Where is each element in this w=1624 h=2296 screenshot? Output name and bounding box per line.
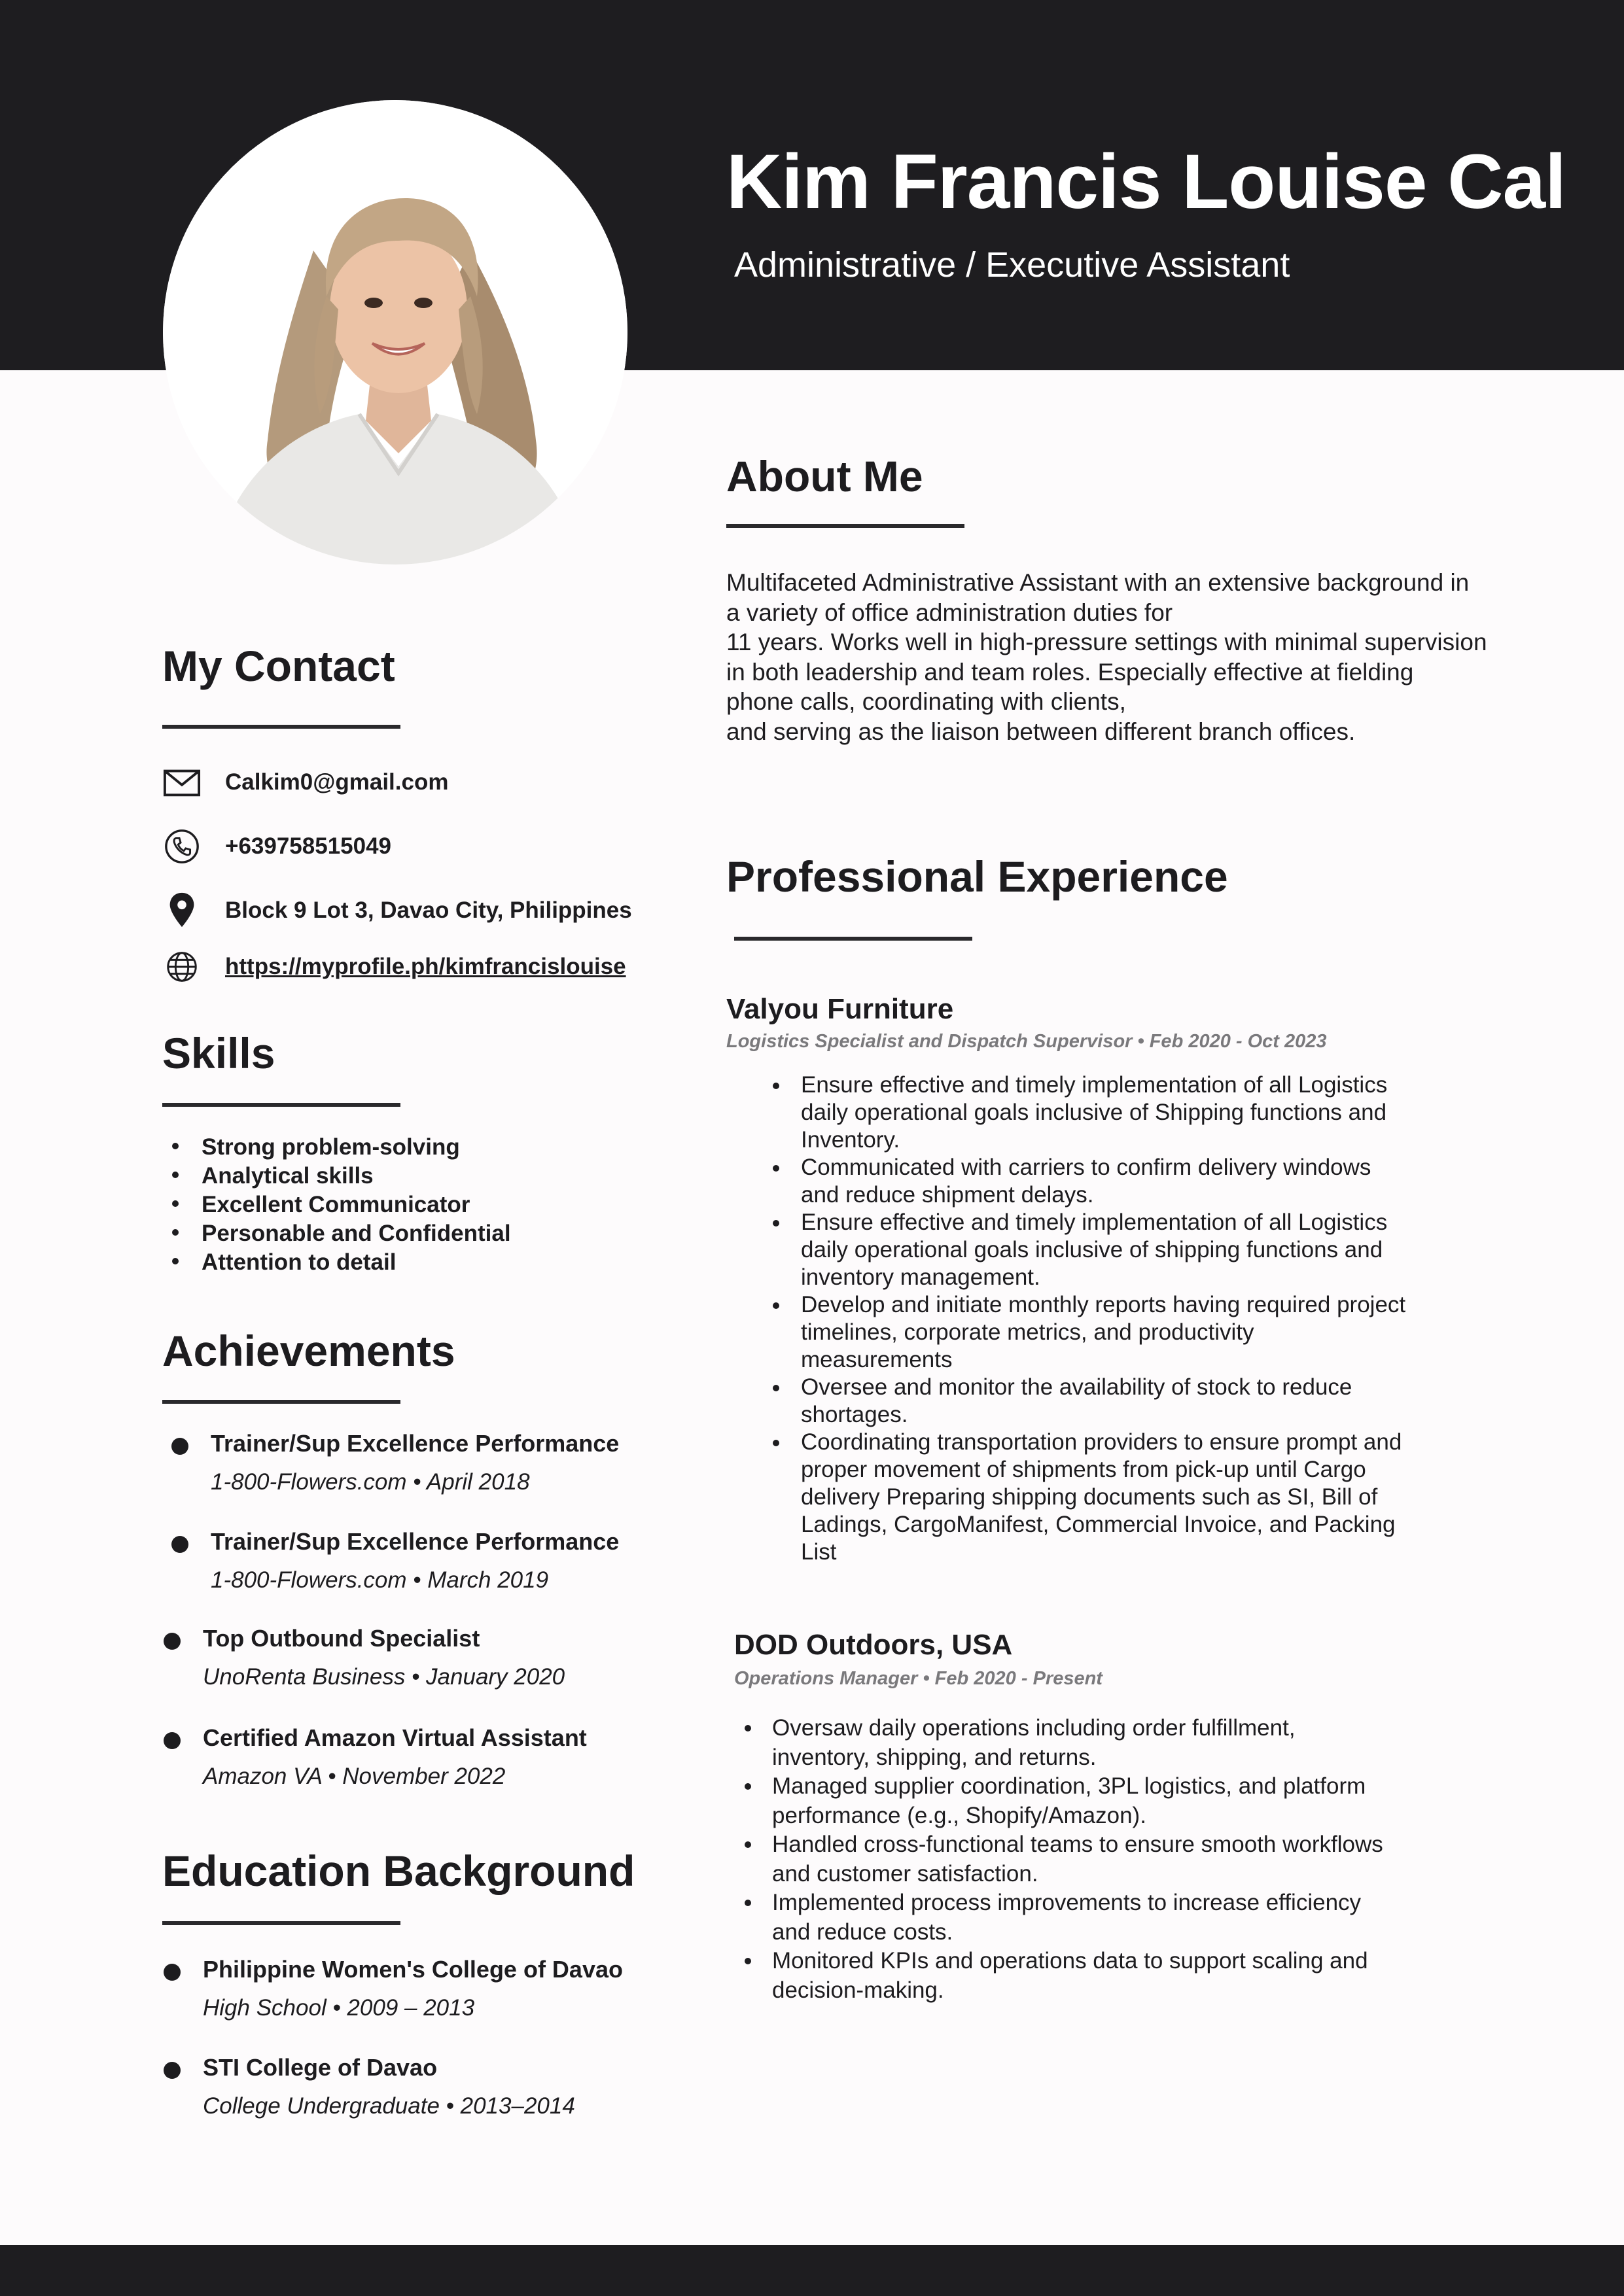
candidate-name: Kim Francis Louise Cal [726,139,1566,225]
achievement-title: Trainer/Sup Excellence Performance [211,1430,620,1457]
school-detail: College Undergraduate • 2013–2014 [203,2093,575,2119]
contact-website-row [162,947,626,986]
school-name: STI College of Davao [203,2054,438,2081]
contact-email[interactable]: Calkim0@gmail.com [225,769,449,795]
list-item: Implemented process improvements to increase efficiency and reduce costs. [734,1888,1383,1947]
achievement-detail: 1-800-Flowers.com • April 2018 [211,1469,530,1495]
list-item: Managed supplier coordination, 3PL logistics, and platform performance (e.g., Shopify/Amazon). [734,1772,1383,1830]
list-item: Develop and initiate monthly reports having required project timelines, corporate metrics, and productivity measurements [726,1291,1405,1374]
achievement-title: Certified Amazon Virtual Assistant [203,1724,587,1751]
experience-divider [734,937,972,941]
bullet-dot [164,1964,181,1981]
about-line: phone calls, coordinating with clients, [726,688,1126,715]
contact-address-row [162,891,632,930]
envelope-icon [162,763,202,802]
school-detail: High School • 2009 – 2013 [203,1995,475,2021]
about-line: in both leadership and team roles. Especially effective at fielding [726,658,1414,686]
list-item: Oversee and monitor the availability of stock to reduce shortages. [726,1374,1405,1429]
education-divider [162,1921,400,1925]
bullet-dot [164,1732,181,1749]
list-item: Communicated with carriers to confirm delivery windows and reduce shipment delays. [726,1154,1405,1209]
list-item: Personable and Confidential [169,1219,511,1248]
job-company: Valyou Furniture [726,993,954,1025]
about-line: and serving as the liaison between different branch offices. [726,718,1356,745]
job-company: DOD Outdoors, USA [734,1629,1013,1661]
about-heading: About Me [726,452,923,500]
footer-band [0,2245,1624,2296]
list-item: Strong problem-solving [169,1133,511,1162]
contact-divider [162,725,400,729]
skills-list [169,1133,511,1277]
bullet-dot [164,2062,181,2079]
list-item: Handled cross-functional teams to ensure smooth workflows and customer satisfaction. [734,1830,1383,1888]
achievements-heading: Achievements [162,1327,455,1375]
school-name: Philippine Women's College of Davao [203,1956,623,1983]
education-heading: Education Background [162,1847,635,1895]
bullet-dot [164,1633,181,1650]
bullet-dot [171,1536,188,1553]
skills-heading: Skills [162,1029,275,1077]
achievements-divider [162,1400,400,1404]
about-text [726,568,1577,746]
list-item: Excellent Communicator [169,1191,511,1219]
job-bullets [726,1071,1405,1566]
achievement-title: Top Outbound Specialist [203,1625,480,1652]
list-item: Ensure effective and timely implementation of all Logistics daily operational goals inclusive of Shipping functions and Inventory. [726,1071,1405,1154]
list-item: Analytical skills [169,1162,511,1191]
achievement-detail: 1-800-Flowers.com • March 2019 [211,1567,549,1593]
phone-icon [162,827,202,866]
achievement-title: Trainer/Sup Excellence Performance [211,1528,620,1555]
contact-address: Block 9 Lot 3, Davao City, Philippines [225,897,632,923]
achievement-detail: Amazon VA • November 2022 [203,1764,506,1789]
about-line: 11 years. Works well in high-pressure settings with minimal supervision [726,629,1487,655]
skills-divider [162,1103,400,1107]
list-item: Monitored KPIs and operations data to support scaling and decision-making. [734,1947,1383,2005]
list-item: Oversaw daily operations including order fulfillment, inventory, shipping, and returns. [734,1714,1383,1772]
list-item: Ensure effective and timely implementation of all Logistics daily operational goals inclusive of shipping functions and inventory management. [726,1209,1405,1291]
globe-icon [162,947,202,986]
contact-heading: My Contact [162,642,395,690]
about-line: a variety of office administration duties for [726,599,1173,626]
profile-photo [163,100,627,565]
contact-phone[interactable]: +639758515049 [225,833,392,859]
list-item: Attention to detail [169,1248,511,1277]
contact-website-link[interactable]: https://myprofile.ph/kimfrancislouise [225,954,626,979]
job-meta: Operations Manager • Feb 2020 - Present [734,1668,1103,1689]
job-meta: Logistics Specialist and Dispatch Supervisor • Feb 2020 - Oct 2023 [726,1031,1327,1052]
contact-email-row [162,763,448,802]
achievement-detail: UnoRenta Business • January 2020 [203,1664,565,1690]
list-item: Coordinating transportation providers to ensure prompt and proper movement of shipments from pick-up until Cargo delivery Preparing shipping documents such as SI, Bill of Ladings, CargoManifest, Commercial Invoice, and Packing List [726,1429,1405,1566]
bullet-dot [171,1438,188,1455]
location-pin-icon [162,891,202,930]
about-line: Multifaceted Administrative Assistant with an extensive background in [726,569,1470,596]
contact-phone-row [162,827,391,866]
experience-heading: Professional Experience [726,852,1228,901]
job-bullets [734,1714,1383,2005]
about-divider [726,524,964,528]
candidate-title: Administrative / Executive Assistant [734,245,1290,285]
